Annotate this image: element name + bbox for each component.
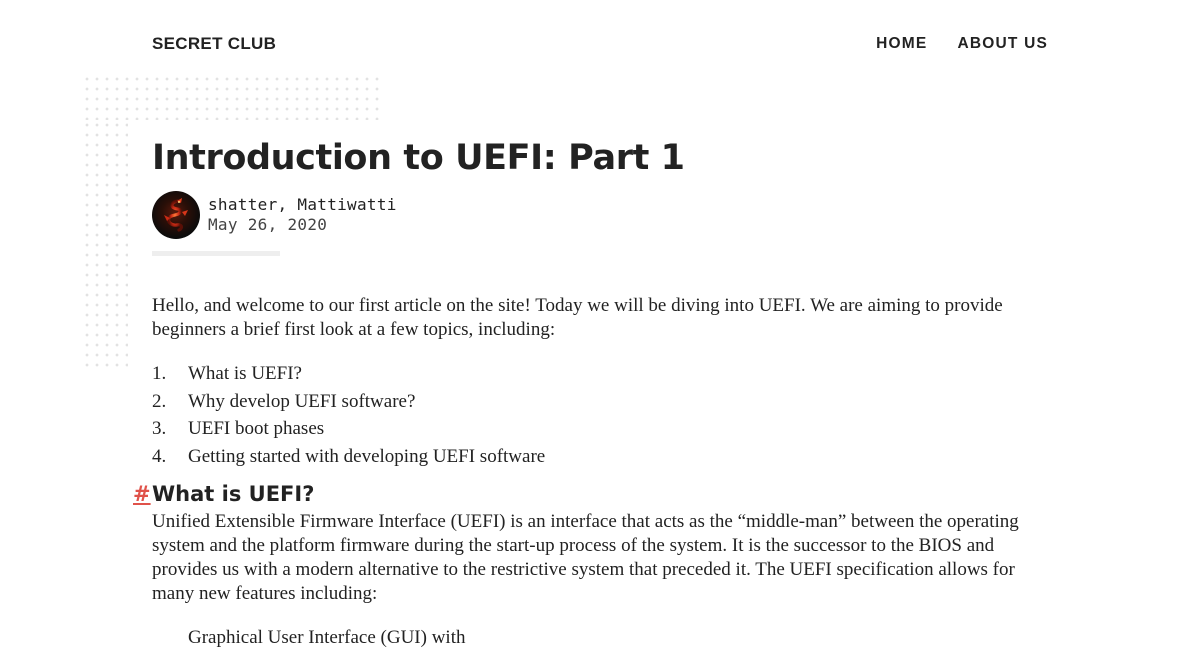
section-heading [133, 480, 1048, 508]
nav-home[interactable]: HOME [876, 35, 928, 52]
article-main [133, 136, 1048, 652]
article-body [133, 294, 1048, 652]
list-item [152, 388, 1048, 416]
article-meta [152, 191, 1048, 239]
list-item-text: Getting started with developing UEFI software [188, 446, 546, 468]
site-header [152, 30, 1048, 58]
intro-paragraph: Hello, and welcome to our first article on the site! Today we will be diving into UEFI. We are aiming to provide beginners a brief first look at a few topics, including: [152, 295, 1003, 340]
list-number [152, 624, 188, 652]
article-date: May 26, 2020 [208, 215, 328, 234]
author-avatar [152, 191, 200, 239]
list-item [152, 360, 1048, 388]
list-item [152, 443, 1048, 471]
meta-divider [152, 251, 280, 256]
list-item-text: What is UEFI? [188, 363, 302, 384]
heading-anchor-link[interactable]: # [133, 481, 151, 506]
list-item-text: Why develop UEFI software? [188, 390, 416, 412]
section-paragraph: Unified Extensible Firmware Interface (UEFI) is an interface that acts as the “middle-man” between the operating system and the platform firmware during the start-up process of the system. It is the successor to the BIOS and provides us with a modern alternative to the restrictive system that preceded it. The UEFI specification allows for many new features including: [152, 510, 1019, 604]
list-number: 3. [152, 418, 167, 440]
list-number: 4. [152, 446, 167, 468]
list-item-text: Graphical User Interface (GUI) with [188, 626, 466, 648]
list-item [152, 415, 1048, 443]
dot-pattern-decoration [82, 120, 128, 372]
list-number: 1. [152, 363, 167, 384]
topics-list [152, 360, 1048, 471]
author-block [208, 195, 397, 235]
site-logo[interactable]: SECRET CLUB [152, 34, 277, 53]
section-heading-text: What is UEFI? [152, 481, 315, 506]
list-number: 2. [152, 390, 167, 412]
features-list [152, 624, 1048, 652]
dot-pattern-decoration [82, 74, 382, 120]
list-item-text: UEFI boot phases [188, 418, 325, 440]
nav-about-us[interactable]: ABOUT US [957, 35, 1048, 52]
article-title: Introduction to UEFI: Part 1 [152, 138, 685, 178]
main-nav [876, 35, 1048, 53]
list-item [152, 624, 1048, 652]
article-authors: shatter, Mattiwatti [208, 195, 397, 214]
dragon-icon [156, 195, 196, 235]
